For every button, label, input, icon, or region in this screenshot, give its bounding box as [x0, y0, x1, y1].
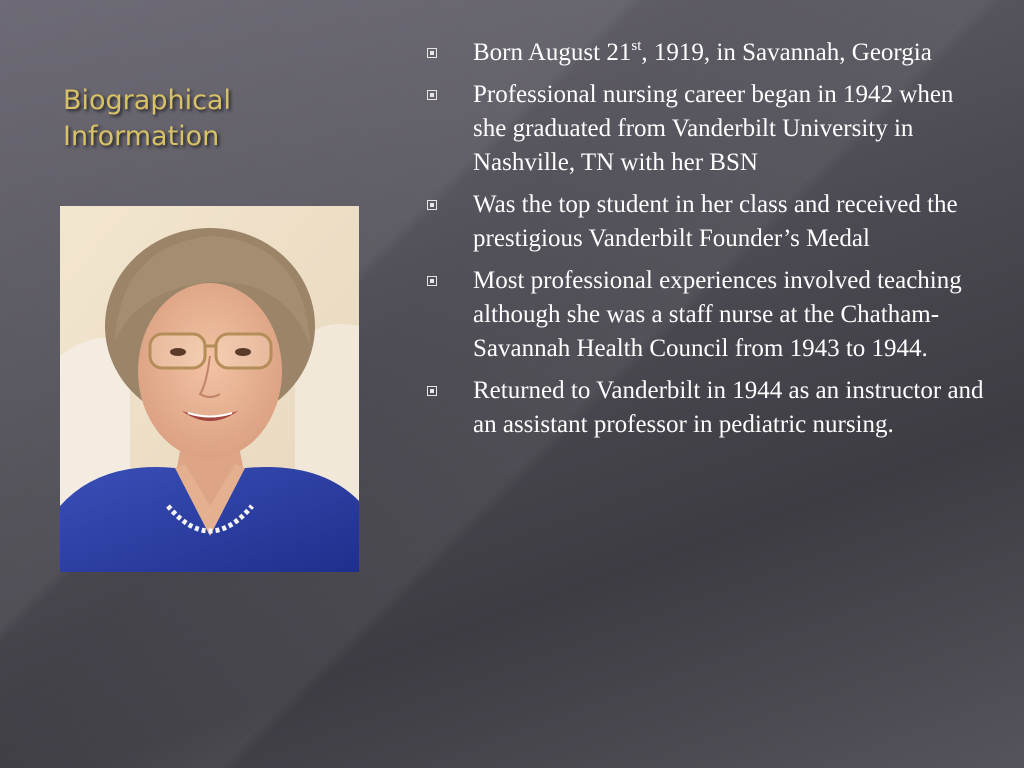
title-line-1: Biographical: [63, 85, 231, 116]
bullet-item: [425, 264, 985, 366]
slide-title: [63, 83, 323, 155]
bullet-text: Born August 21st, 1919, in Savannah, Georgia: [473, 38, 932, 66]
bullet-item: [425, 188, 985, 256]
portrait-illustration: [60, 206, 359, 572]
portrait-photo: [60, 206, 359, 572]
square-bullet-icon: [427, 386, 437, 396]
bullet-item: [425, 78, 985, 180]
bullet-text: Returned to Vanderbilt in 1944 as an instructor and an assistant professor in pediatric nursing.: [473, 377, 984, 438]
bullet-list: [425, 36, 985, 450]
bullet-text: Most professional experiences involved teaching although she was a staff nurse at the Chatham-Savannah Health Council from 1943 to 1944.: [473, 267, 962, 362]
bullet-text: Professional nursing career began in 1942 when she graduated from Vanderbilt University in Nashville, TN with her BSN: [473, 81, 954, 176]
bullet-item: [425, 374, 985, 442]
square-bullet-icon: [427, 200, 437, 210]
bullet-text: Was the top student in her class and received the prestigious Vanderbilt Founder’s Medal: [473, 191, 958, 252]
square-bullet-icon: [427, 48, 437, 58]
square-bullet-icon: [427, 90, 437, 100]
square-bullet-icon: [427, 276, 437, 286]
title-line-2: Information: [63, 121, 220, 152]
bullet-item: [425, 36, 985, 70]
